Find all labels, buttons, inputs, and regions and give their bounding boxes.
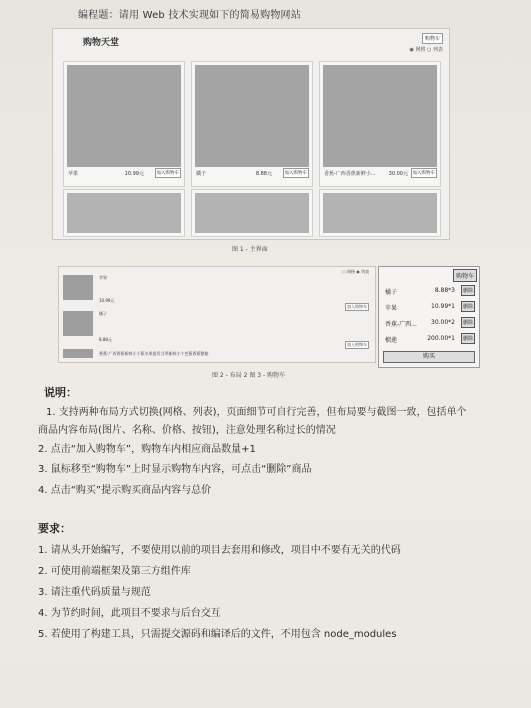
product-name: 香蕉-广西香蕉新鲜小... — [324, 171, 376, 177]
product-image — [195, 193, 309, 233]
product-image — [63, 349, 93, 358]
product-name: 香蕉-广西香蕉新鲜小个蕉水果批发当季新鲜小个芭蕉香蕉整箱 — [99, 351, 209, 356]
figure-2-3-caption: 图 2 - 布局 2 图 3 - 购物车 — [212, 372, 286, 379]
product-name: 苹果 — [99, 275, 107, 280]
cart-item-name: 香蕉-广西... — [385, 321, 417, 328]
requirements-title: 要求： — [38, 522, 71, 535]
figure-cart — [378, 266, 480, 368]
product-name: 橘子 — [196, 171, 207, 177]
requirement-line: 3. 请注重代码质量与规范 — [38, 587, 151, 598]
cart-item — [383, 333, 475, 345]
requirement-line: 4. 为节约时间，此项目不要求与后台交互 — [38, 608, 221, 619]
cart-item — [383, 301, 475, 313]
product-image — [63, 311, 93, 336]
requirement-line: 2. 可使用前端框架及第三方组件库 — [38, 566, 191, 577]
product-price: 10.99元 — [99, 298, 115, 303]
layout-toggle[interactable]: ◉ 网格 ○ 列表 — [409, 47, 443, 53]
notes-line: 商品内容布局(图片、名称、价格、按钮)，注意处理名称过长的情况 — [38, 425, 336, 436]
delete-button[interactable]: 删除 — [461, 333, 475, 344]
notes-line: 4. 点击“购买”提示购买商品内容与总价 — [38, 485, 212, 496]
product-image — [323, 193, 437, 233]
notes-line: 3. 鼠标移至“购物车”上时显示购物车内容，可点击“删除”商品 — [38, 464, 312, 475]
shop-title: 购物天堂 — [83, 38, 120, 48]
product-image — [67, 65, 181, 167]
product-price: 8.88元 — [255, 171, 272, 177]
product-image — [63, 275, 93, 300]
figure-1-caption: 图 1 - 主界面 — [232, 246, 268, 253]
figure-main-screen — [52, 28, 450, 240]
product-image — [323, 65, 437, 167]
cart-item-price: 10.99*1 — [431, 303, 455, 310]
notes-title: 说明： — [44, 386, 77, 399]
delete-button[interactable]: 删除 — [461, 285, 475, 296]
product-image — [67, 193, 181, 233]
product-image — [195, 65, 309, 167]
delete-button[interactable]: 删除 — [461, 317, 475, 328]
cart-button[interactable]: 购物车 — [453, 269, 477, 282]
product-card — [319, 61, 441, 187]
cart-item — [383, 317, 475, 329]
figure-list-layout — [58, 266, 376, 363]
requirement-line: 1. 请从头开始编写，不要使用以前的项目去套用和修改，项目中不要有无关的代码 — [38, 545, 401, 556]
add-to-cart-button[interactable]: 加入购物车 — [411, 168, 438, 178]
cart-item-name: 苹果 — [385, 305, 398, 312]
cart-item-name: 榴莲 — [385, 337, 398, 344]
add-to-cart-button[interactable]: 加入购物车 — [347, 342, 367, 347]
product-card — [319, 189, 441, 237]
product-name: 橘子 — [99, 311, 107, 316]
product-card — [63, 189, 185, 237]
cart-item-price: 30.00*2 — [431, 319, 455, 326]
buy-button[interactable]: 购买 — [383, 351, 475, 363]
cart-item-price: 200.00*1 — [427, 335, 455, 342]
product-price: 30.00元 — [388, 171, 408, 177]
cart-item-price: 8.88*3 — [434, 287, 455, 294]
layout-toggle[interactable]: ○ 网格 ◉ 列表 — [342, 269, 369, 274]
add-to-cart-button[interactable]: 加入购物车 — [347, 304, 367, 309]
requirement-line: 5. 若使用了构建工具，只需提交源码和编译后的文件，不用包含 node_modules — [38, 629, 397, 640]
heading: 编程题：请用 Web 技术实现如下的简易购物网站 — [78, 10, 301, 21]
product-card — [191, 61, 313, 187]
product-name: 苹果 — [68, 171, 79, 177]
notes-line: 2. 点击“加入购物车”，购物车内相应商品数量+1 — [38, 444, 256, 455]
product-card — [63, 61, 185, 187]
notes-line: 1. 支持两种布局方式切换(网格、列表)，页面细节可自行完善，但布局要与截图一致，包括单个 — [46, 407, 467, 418]
product-price: 8.88元 — [99, 337, 112, 342]
add-to-cart-button[interactable]: 加入购物车 — [283, 168, 310, 178]
cart-item — [383, 285, 475, 297]
cart-item-name: 橘子 — [385, 289, 398, 296]
add-to-cart-button[interactable]: 加入购物车 — [155, 168, 182, 178]
product-price: 10.99元 — [124, 171, 144, 177]
cart-button[interactable]: 购物车 — [422, 33, 443, 44]
product-card — [191, 189, 313, 237]
delete-button[interactable]: 删除 — [461, 301, 475, 312]
